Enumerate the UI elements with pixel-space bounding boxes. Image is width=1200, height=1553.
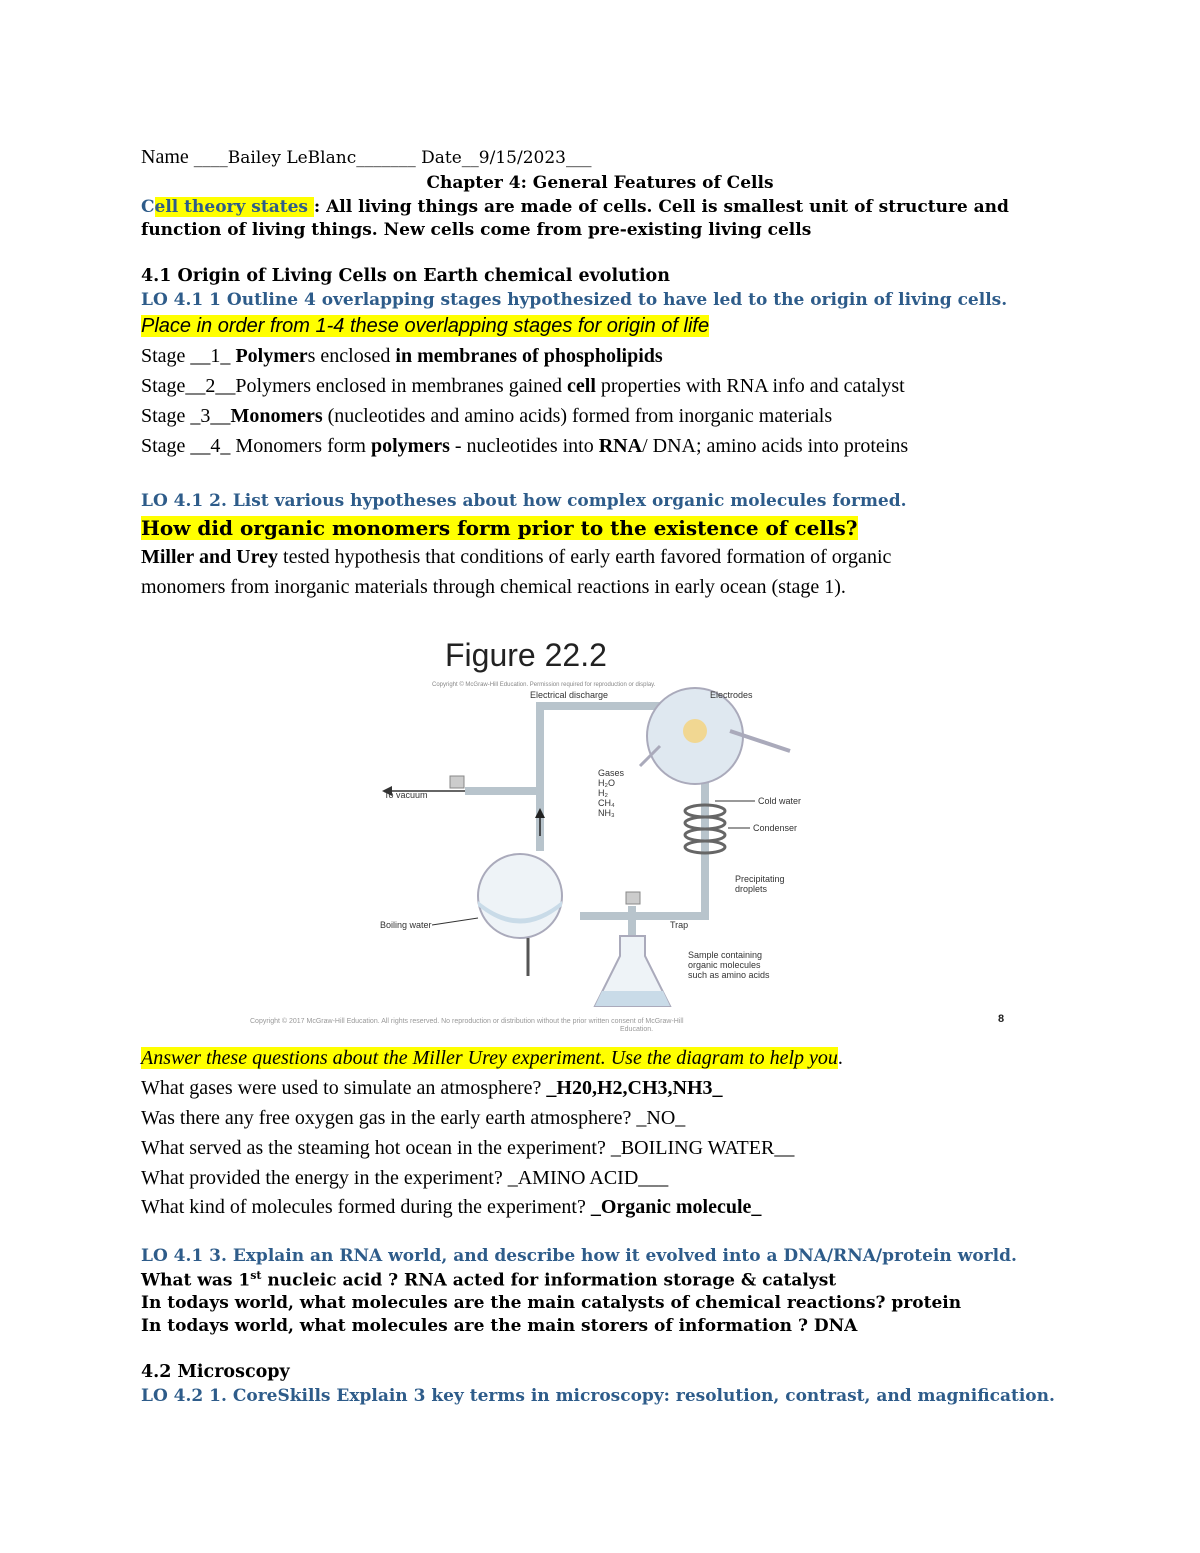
figure-title: Figure 22.2 (445, 637, 607, 673)
stage-bold: RNA (598, 435, 643, 457)
rna-q1-text: What was 1 (141, 1270, 251, 1291)
miller-q1 (141, 1077, 723, 1100)
boiling-flask (478, 854, 562, 938)
miller-instruction: Answer these questions about the Miller Urey experiment. Use the diagram to help you (141, 1047, 838, 1069)
figure-copyright-top: Copyright © McGraw-Hill Education. Permission required for reproduction or display. (432, 682, 656, 688)
rna-q1-sup: st (250, 1269, 262, 1282)
miller-q4: What provided the energy in the experiment? _AMINO ACID___ (141, 1167, 669, 1189)
miller-q5 (141, 1196, 761, 1219)
stage-3 (141, 405, 832, 428)
organic-question: How did organic monomers form prior to the existence of cells? (141, 516, 858, 540)
stage-bold: Monomers (230, 405, 323, 427)
stages-instruction-line (141, 315, 709, 338)
label-sample-3: such as amino acids (688, 970, 770, 980)
boiling-pointer (432, 918, 478, 925)
label-gases: Gases (598, 768, 625, 778)
section-4-1-heading: 4.1 Origin of Living Cells on Earth chemical evolution (141, 266, 670, 286)
label-sample-2: organic molecules (688, 960, 761, 970)
question-text: What kind of molecules formed during the experiment? (141, 1196, 591, 1218)
slide-number: 8 (998, 1013, 1005, 1025)
stage-text: (nucleotides and amino acids) formed from inorganic materials (322, 405, 833, 427)
label-precipitating: Precipitating (735, 874, 785, 884)
cell-theory-colon: : (313, 197, 327, 217)
stage-text: Stage__2__Polymers enclosed in membranes gained (141, 375, 568, 397)
stage-bold: in membranes of phospholipids (395, 345, 663, 367)
organic-question-line (141, 516, 858, 540)
stage-2 (141, 375, 905, 398)
stage-text: properties with RNA info and catalyst (595, 375, 905, 397)
stage-text: Stage __4_ Monomers form (141, 435, 371, 457)
label-h2: H₂ (598, 788, 608, 798)
miller-line-1 (141, 546, 891, 569)
miller-urey-figure (250, 636, 1020, 1036)
stage-text: s enclosed (307, 345, 396, 367)
cell-theory-line-2: function of living things. New cells come from pre-existing living cells (141, 220, 812, 240)
stage-text: - nucleotides into (449, 435, 599, 457)
stage-4 (141, 435, 908, 458)
lo-4-2-1: LO 4.2 1. CoreSkills Explain 3 key terms in microscopy: resolution, contrast, and magnification. (141, 1386, 1055, 1406)
cell-theory-label: ell theory states (154, 197, 314, 217)
name-value: ____Bailey LeBlanc_______ (193, 148, 416, 168)
label-nh3: NH₃ (598, 808, 615, 818)
stage-bold: polymers (370, 435, 450, 457)
miller-instruction-end: . (837, 1047, 843, 1069)
figure-copyright-bottom-1: Copyright © 2017 McGraw-Hill Education. All rights reserved. No reproduction or distribution without the prior written consent of McGraw-Hill (250, 1018, 684, 1025)
miller-instruction-line (141, 1047, 843, 1070)
stages-instruction: Place in order from 1-4 these overlapping stages for origin of life (141, 315, 710, 337)
rna-q1 (141, 1269, 836, 1291)
stage-text: / DNA; amino acids into proteins (642, 435, 909, 457)
stage-bold: cell (567, 375, 596, 397)
stage-text: Stage __1_ (141, 345, 236, 367)
label-condenser: Condenser (753, 823, 798, 833)
miller-bold: Miller and Urey (141, 546, 279, 568)
chapter-title: Chapter 4: General Features of Cells (426, 173, 774, 193)
rna-q3: In todays world, what molecules are the main storers of information ? DNA (141, 1316, 858, 1336)
label-ch4: CH₄ (598, 798, 615, 808)
label-sample-1: Sample containing (688, 950, 763, 960)
answer-text: _Organic molecule_ (590, 1196, 762, 1218)
figure-copyright-bottom-2: Education. (620, 1026, 654, 1033)
question-text: What gases were used to simulate an atmosphere? (141, 1077, 547, 1099)
rna-q1-text-2: nucleic acid ? RNA acted for information storage & catalyst (261, 1270, 837, 1291)
name-label: Name (141, 146, 194, 168)
miller-text: tested hypothesis that conditions of early earth favored formation of organic (278, 546, 892, 568)
miller-q2: Was there any free oxygen gas in the early earth atmosphere? _NO_ (141, 1107, 686, 1129)
stage-text: Stage _3__ (141, 405, 231, 427)
label-electrical-discharge: Electrical discharge (530, 690, 609, 700)
date-value: __9/15/2023___ (461, 148, 592, 168)
label-boiling-water: Boiling water (380, 920, 432, 930)
label-to-vacuum: To vacuum (384, 790, 428, 800)
lo-4-1-2: LO 4.1 2. List various hypotheses about how complex organic molecules formed. (141, 491, 907, 511)
miller-q3: What served as the steaming hot ocean in the experiment? _BOILING WATER__ (141, 1137, 795, 1159)
label-cold-water: Cold water (758, 796, 802, 806)
label-h2o: H₂O (598, 778, 615, 788)
date-label: Date (415, 148, 462, 168)
stage-bold: Polymer (235, 345, 308, 367)
cell-theory-text-1: All living things are made of cells. Cell is smallest unit of structure and (326, 197, 1009, 217)
miller-line-2: monomers from inorganic materials through chemical reactions in early ocean (stage 1). (141, 576, 846, 598)
lo-4-1-3: LO 4.1 3. Explain an RNA world, and describe how it evolved into a DNA/RNA/protein world. (141, 1246, 1017, 1266)
answer-text: _H20,H2,CH3,NH3_ (546, 1077, 723, 1099)
stage-1 (141, 345, 663, 368)
name-date-line (141, 146, 591, 169)
spark-icon (683, 719, 707, 743)
lo-4-1-1: LO 4.1 1 Outline 4 overlapping stages hypothesized to have led to the origin of living cells. (141, 290, 1008, 310)
cell-theory-c: C (141, 197, 155, 217)
rna-q2: In todays world, what molecules are the main catalysts of chemical reactions? protein (141, 1293, 962, 1313)
label-trap: Trap (670, 920, 689, 930)
trap-stopcock-icon (626, 892, 640, 904)
vacuum-stopcock-icon (450, 776, 464, 788)
label-electrodes: Electrodes (710, 690, 753, 700)
label-droplets: droplets (735, 884, 768, 894)
section-4-2-heading: 4.2 Microscopy (141, 1362, 290, 1382)
cell-theory-line-1 (141, 197, 1009, 217)
sample-fill (595, 991, 670, 1006)
